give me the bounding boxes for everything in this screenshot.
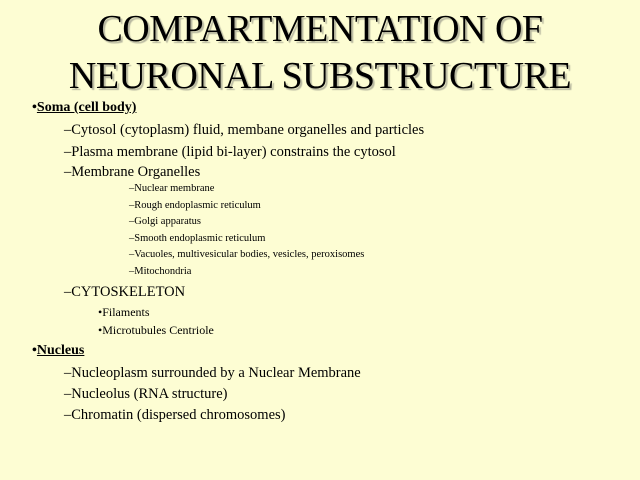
soma-heading <box>32 100 136 116</box>
soma-item-text: CYTOSKELETON <box>71 284 186 300</box>
slide-title-line-1: COMPARTMENTATION OF <box>97 8 543 50</box>
nucleus-item-text: Chromatin (dispersed chromosomes) <box>71 407 286 423</box>
cytoskeleton-item <box>98 323 214 338</box>
soma-item-text: Plasma membrane (lipid bi-layer) constrains the cytosol <box>71 144 396 160</box>
nucleus-item-text: Nucleoplasm surrounded by a Nuclear Membrane <box>71 365 361 381</box>
nucleus-heading-text: Nucleus <box>36 343 85 358</box>
organelle-item <box>129 249 364 260</box>
organelle-text: Vacuoles, multivesicular bodies, vesicles, peroxisomes <box>134 249 365 260</box>
organelle-text: Rough endoplasmic reticulum <box>134 200 261 211</box>
soma-item-plasma-membrane <box>64 144 396 161</box>
nucleus-item <box>64 386 228 403</box>
nucleus-item <box>64 365 361 382</box>
soma-item-cytoskeleton <box>64 284 185 301</box>
organelle-item <box>129 216 201 227</box>
soma-item-text: Cytosol (cytoplasm) fluid, membane organelles and particles <box>71 122 425 138</box>
dash-marker: – <box>64 407 72 423</box>
organelle-item <box>129 266 191 277</box>
soma-heading-text: Soma (cell body) <box>36 100 137 115</box>
cytoskeleton-item <box>98 305 150 320</box>
slide-title-line-2: NEURONAL SUBSTRUCTURE <box>68 55 572 97</box>
nucleus-heading <box>32 343 84 359</box>
dash-marker: – <box>129 200 135 211</box>
dash-marker: – <box>64 284 72 300</box>
dash-marker: – <box>64 164 72 180</box>
soma-item-cytosol <box>64 122 424 139</box>
bullet-marker: • <box>32 100 37 115</box>
organelle-item <box>129 183 214 194</box>
dash-marker: – <box>64 386 72 402</box>
cytoskeleton-text: Microtubules Centriole <box>102 323 214 337</box>
organelle-item <box>129 200 261 211</box>
dash-marker: – <box>64 365 72 381</box>
organelle-text: Nuclear membrane <box>134 183 215 194</box>
organelle-text: Smooth endoplasmic reticulum <box>134 233 266 244</box>
dash-marker: – <box>129 233 135 244</box>
nucleus-item-text: Nucleolus (RNA structure) <box>71 386 228 402</box>
dash-marker: – <box>129 183 135 194</box>
dash-marker: – <box>129 216 135 227</box>
bullet-marker: • <box>98 323 103 337</box>
bullet-marker: • <box>98 305 103 319</box>
organelle-item <box>129 233 265 244</box>
organelle-text: Golgi apparatus <box>134 216 202 227</box>
dash-marker: – <box>64 144 72 160</box>
soma-item-membrane-organelles <box>64 164 200 181</box>
dash-marker: – <box>129 266 135 277</box>
nucleus-item <box>64 407 286 424</box>
dash-marker: – <box>64 122 72 138</box>
dash-marker: – <box>129 249 135 260</box>
soma-item-text: Membrane Organelles <box>71 164 201 180</box>
bullet-marker: • <box>32 343 37 358</box>
organelle-text: Mitochondria <box>134 266 192 277</box>
cytoskeleton-text: Filaments <box>102 305 150 319</box>
